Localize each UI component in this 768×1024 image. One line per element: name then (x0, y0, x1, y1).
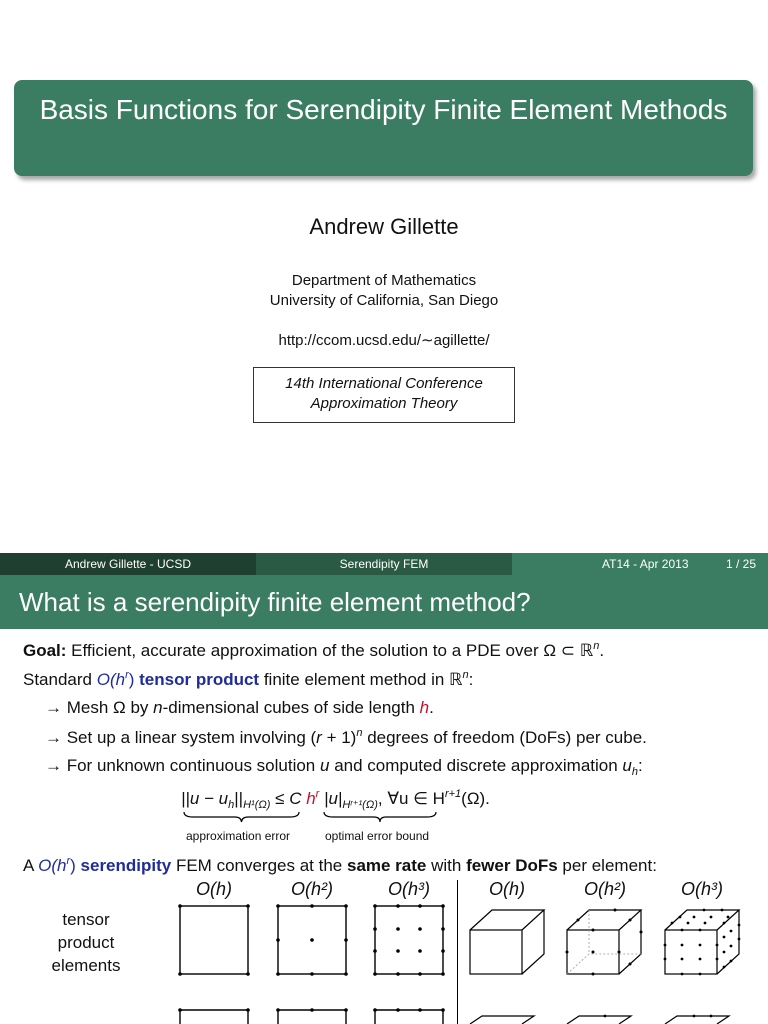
square-element-q2 (274, 902, 350, 978)
b2-pre: → Set up a linear system involving ( (45, 728, 317, 747)
b1-end: . (429, 698, 434, 717)
university: University of California, San Diego (269, 292, 499, 309)
col-head-1: O(h) (196, 879, 232, 899)
b1-pre: → Mesh Ω by (45, 698, 154, 717)
footer-info (512, 553, 768, 575)
frame-title: What is a serendipity finite element method? (0, 575, 768, 629)
std-close: ) (128, 670, 135, 689)
b1-mid: -dimensional cubes of side length (162, 698, 420, 717)
goal-label: Goal: (23, 641, 67, 660)
ser-fewer: fewer DoFs (466, 856, 558, 875)
f-leq: ≤ (270, 789, 290, 808)
square-element-q3-serendipity-partial (371, 1006, 447, 1024)
square-element-q1 (176, 902, 252, 978)
f-C: C (289, 789, 302, 808)
optimal-bound-brace (323, 811, 437, 823)
author-url[interactable]: http://ccom.ucsd.edu/∼agillette/ (278, 332, 490, 349)
std-pre: Standard (23, 670, 97, 689)
conference-box (253, 367, 515, 423)
col-head-3: O(h³) (388, 879, 430, 899)
page-number: 1 / 25 (725, 557, 756, 571)
square-element-q2-serendipity-partial (274, 1006, 350, 1024)
f-norm-close: || (234, 789, 244, 808)
cube-element-q1 (466, 906, 548, 978)
cube-element-q3 (661, 906, 743, 978)
bullet-linear-system (45, 727, 647, 748)
std-order (97, 670, 135, 689)
ser-same: same rate (346, 856, 427, 875)
std-post: finite element method in ℝ (259, 670, 463, 689)
b3-h: h (631, 766, 639, 778)
label-approximation-error: approximation error (186, 829, 291, 843)
footer-bar (0, 553, 768, 575)
b3-u: u (320, 756, 330, 775)
b2-mid: + 1) (321, 728, 357, 747)
conference-line-1: 14th International Conference (285, 375, 483, 392)
std-tensor: tensor product (134, 670, 260, 689)
f-H1: H¹(Ω) (243, 799, 271, 811)
ser-r: r (66, 855, 71, 867)
col-head-4: O(h) (489, 879, 525, 899)
b3-uh: u (622, 756, 632, 775)
b1-n: n (153, 698, 163, 717)
cube-element-q1-serendipity-partial (466, 1012, 548, 1024)
conference-line-2: Approximation Theory (310, 395, 458, 412)
f-omega: (Ω). (461, 789, 490, 808)
ser-O: O(h (38, 856, 67, 875)
affiliation (0, 271, 768, 311)
cube-element-q2-serendipity-partial (563, 1012, 645, 1024)
ser-mid1: FEM converges at the (171, 856, 347, 875)
f-norm: ||u − u (181, 789, 229, 808)
bullet-mesh (45, 698, 434, 718)
ser-mid2: with (426, 856, 467, 875)
approx-error-brace (183, 811, 300, 823)
f-h: h (228, 799, 235, 811)
f-sup: r+1 (444, 788, 462, 800)
std-r: r (125, 669, 129, 681)
serendipity-line (23, 855, 657, 876)
f-r: r (315, 788, 320, 800)
cube-element-q3-serendipity-partial (661, 1012, 743, 1024)
bullet-solution (45, 756, 643, 778)
ser-A: A (23, 856, 39, 875)
error-estimate-formula (181, 788, 490, 811)
goal-text: Efficient, accurate approximation of the solution to a PDE over Ω ⊂ ℝ (66, 641, 594, 660)
footer-title: Serendipity FEM (256, 553, 512, 575)
presentation-title: Basis Functions for Serendipity Finite Element Methods (14, 80, 753, 176)
department: Department of Mathematics (291, 272, 477, 289)
square-element-q1-serendipity-partial (176, 1006, 252, 1024)
b2-r: r (316, 728, 322, 747)
square-element-q3 (371, 902, 447, 978)
b3-mid: and computed discrete approximation (329, 756, 623, 775)
author-name: Andrew Gillette (309, 214, 459, 239)
f-forall: , ∀u ∈ H (377, 789, 445, 808)
footer-conference: AT14 - Apr 2013 (602, 557, 689, 571)
ser-order (38, 856, 76, 875)
goal-end: . (599, 641, 605, 660)
ser-close: ) (70, 856, 76, 875)
f-hr: h (301, 789, 316, 808)
column-separator (457, 880, 458, 1024)
standard-line (23, 669, 473, 690)
std-end: : (468, 670, 474, 689)
b3-pre: → For unknown continuous solution (45, 756, 320, 775)
col-head-2: O(h²) (291, 879, 333, 899)
col-head-6: O(h³) (681, 879, 723, 899)
f-Hr1: Hʳ⁺¹(Ω) (342, 799, 378, 811)
goal-line (23, 640, 604, 661)
b3-end: : (638, 756, 643, 775)
row-label-tensor: tensor product elements (51, 910, 121, 975)
goal-sup: n (593, 640, 600, 652)
b1-h: h (419, 698, 430, 717)
ser-end: per element: (557, 856, 657, 875)
std-O: O(h (96, 670, 126, 689)
b2-post: degrees of freedom (DoFs) per cube. (362, 728, 647, 747)
f-u: |u| (319, 789, 343, 808)
ser-word: serendipity (75, 856, 172, 875)
footer-author: Andrew Gillette - UCSD (0, 553, 256, 575)
b2-sup: n (356, 727, 363, 739)
label-optimal-error-bound: optimal error bound (325, 829, 430, 843)
col-head-5: O(h²) (584, 879, 626, 899)
cube-element-q2 (563, 906, 645, 978)
std-sup: n (462, 669, 469, 681)
